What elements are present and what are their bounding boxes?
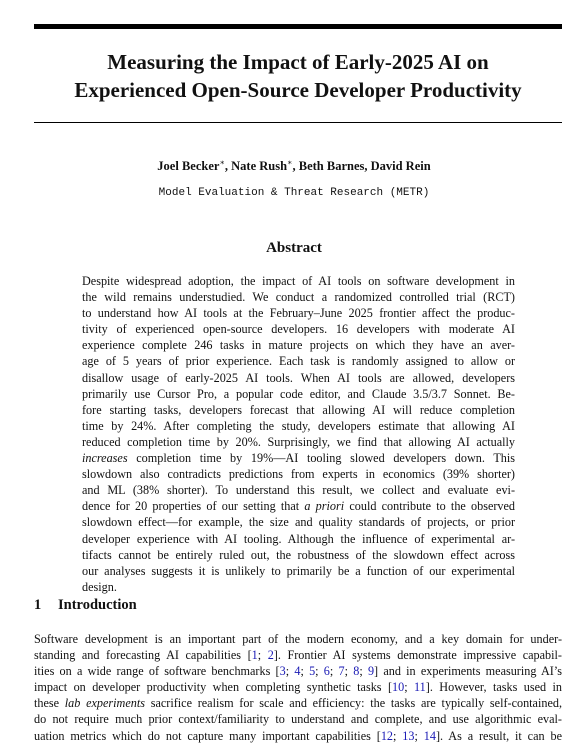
citation-link[interactable]: 3 (279, 664, 286, 679)
citation-link[interactable]: 1 (251, 648, 258, 663)
title-line-1: Measuring the Impact of Early-2025 AI on (107, 50, 489, 74)
citation-separator: ; (285, 664, 295, 679)
paper-title (20, 48, 576, 104)
abstract-line: developer experience with AI tooling. Although the influence of experimental ar- (82, 531, 515, 546)
intro-line (34, 679, 562, 695)
citation-link[interactable]: 2 (267, 648, 274, 663)
author-list: Joel Becker∗, Nate Rush∗, Beth Barnes, David Rein (157, 158, 431, 174)
citation-link[interactable]: 9 (367, 664, 375, 679)
abstract-body (82, 273, 515, 595)
italic-increases: increases (82, 451, 128, 466)
citation-link[interactable]: 14 (423, 728, 436, 743)
italic-lab-experiments: lab experiments (64, 696, 145, 711)
author-3: Beth Barnes (298, 159, 365, 174)
citation-separator: ; (393, 728, 403, 743)
intro-line (34, 647, 562, 663)
section-number: 1 (34, 597, 42, 613)
citation-link[interactable]: 4 (294, 664, 301, 679)
intro-line: do not require much prior context/familiarity to understand and complete, and use algorithmic eval- (34, 712, 562, 727)
abstract-line: experience complete 246 tasks in mature projects on which they have an aver- (82, 338, 515, 353)
equal-contribution-mark: ∗ (287, 158, 293, 167)
equal-contribution-mark: ∗ (219, 158, 225, 167)
abstract-line: disallow usage of early-2025 AI tools. When AI tools are allowed, developers (82, 370, 515, 385)
abstract-line: time by 24%. After completing the study, developers estimate that allowing AI (82, 418, 515, 433)
intro-line (34, 728, 562, 744)
intro-text: ]. Frontier AI systems demonstrate impressive capabil- (273, 648, 562, 663)
section-heading-introduction (34, 597, 137, 614)
abstract-line: design. (82, 579, 117, 594)
intro-text: standing and forecasting AI capabilities [ (34, 648, 252, 663)
abstract-line: tivity of experienced open-source developers. 16 developers with moderate AI (82, 322, 515, 337)
abstract-line: tifacts cannot be entirely ruled out, the robustness of the slowdown effect across (82, 547, 515, 562)
citation-separator: ; (257, 648, 268, 663)
title-line-2: Experienced Open-Source Developer Productivity (74, 78, 522, 102)
intro-line (34, 663, 562, 679)
citation-separator: ; (315, 664, 324, 679)
intro-line (34, 695, 562, 711)
abstract-line-text: completion time by 19%—AI tooling slowed developers down. This (136, 451, 516, 466)
citation-link[interactable]: 5 (309, 664, 316, 679)
abstract-line (82, 498, 515, 514)
citation-separator: ; (329, 664, 339, 679)
author-1: Joel Becker (157, 159, 220, 174)
author-4: David Rein (370, 159, 431, 174)
citation-separator: ; (300, 664, 310, 679)
section-title: Introduction (58, 597, 137, 613)
citation-separator: ; (344, 664, 354, 679)
citation-link[interactable]: 6 (323, 664, 330, 679)
citation-link[interactable]: 7 (338, 664, 345, 679)
intro-text: ] and in experiments measuring AI’s (374, 664, 562, 679)
citation-link[interactable]: 11 (414, 680, 426, 695)
top-rule (34, 24, 562, 29)
abstract-line: Despite widespread adoption, the impact of AI tools on software development in (82, 274, 515, 288)
abstract-line: fore starting tasks, developers forecast that allowing AI will reduce completion (82, 402, 515, 417)
intro-text: impact on developer productivity when completing synthetic tasks [ (34, 680, 393, 695)
intro-text: uation metrics which do not capture many important capabilities [ (34, 728, 381, 743)
abstract-line: age of 5 years of prior experience. Each task is randomly assigned to allow or (82, 354, 515, 369)
citation-separator: ; (414, 728, 424, 743)
abstract-line: primarily use Cursor Pro, a popular code editor, and Claude 3.5/3.7 Sonnet. Be- (82, 386, 515, 401)
abstract-line: to understand how AI tools at the February–June 2025 frontier affect the produc- (82, 306, 515, 321)
title-bottom-rule (34, 122, 562, 123)
intro-text: ]. As a result, it can be (435, 728, 562, 743)
abstract-line: reduced completion time by 20%. Surprisingly, we find that allowing AI actually (82, 434, 515, 449)
abstract-line: slowdown also contradicts predictions from experts in economics (39% shorter) (82, 467, 515, 482)
intro-text: these (34, 696, 60, 711)
abstract-heading: Abstract (266, 240, 322, 256)
abstract-line-text: could contribute to the observed (349, 499, 516, 514)
abstract-line: and ML (38% shorter). To understand this result, we collect and evaluate evi- (82, 483, 515, 498)
citation-separator: ; (404, 680, 415, 695)
affiliation: Model Evaluation & Threat Research (METR) (158, 187, 430, 199)
intro-text: ]. However, tasks used in (425, 680, 562, 695)
citation-link[interactable]: 13 (402, 728, 415, 743)
introduction-body (34, 631, 562, 744)
abstract-line (82, 450, 515, 466)
citation-link[interactable]: 8 (353, 664, 360, 679)
citation-link[interactable]: 12 (380, 728, 393, 743)
abstract-line-text: dence for 20 properties of our setting that (82, 499, 300, 514)
author-2: Nate Rush (231, 159, 288, 174)
intro-line: Software development is an important part of the modern economy, and a key domain for under- (34, 632, 562, 646)
citation-link[interactable]: 10 (392, 680, 405, 695)
abstract-line: the wild remains understudied. We conduct a randomized controlled trial (RCT) (82, 290, 515, 305)
abstract-line: our analyses suggests it is unlikely to primarily be a function of our experimental (82, 563, 515, 578)
intro-text: sacrifice realism for scale and efficiency: the tasks are typically self-contained, (150, 696, 563, 711)
abstract-line: slowdown effect—for example, the size and quality standards of projects, or prior (82, 515, 515, 530)
italic-a-priori: a priori (304, 499, 345, 514)
citation-separator: ; (359, 664, 368, 679)
intro-text: ities on a wide range of software benchmarks [ (34, 664, 280, 679)
